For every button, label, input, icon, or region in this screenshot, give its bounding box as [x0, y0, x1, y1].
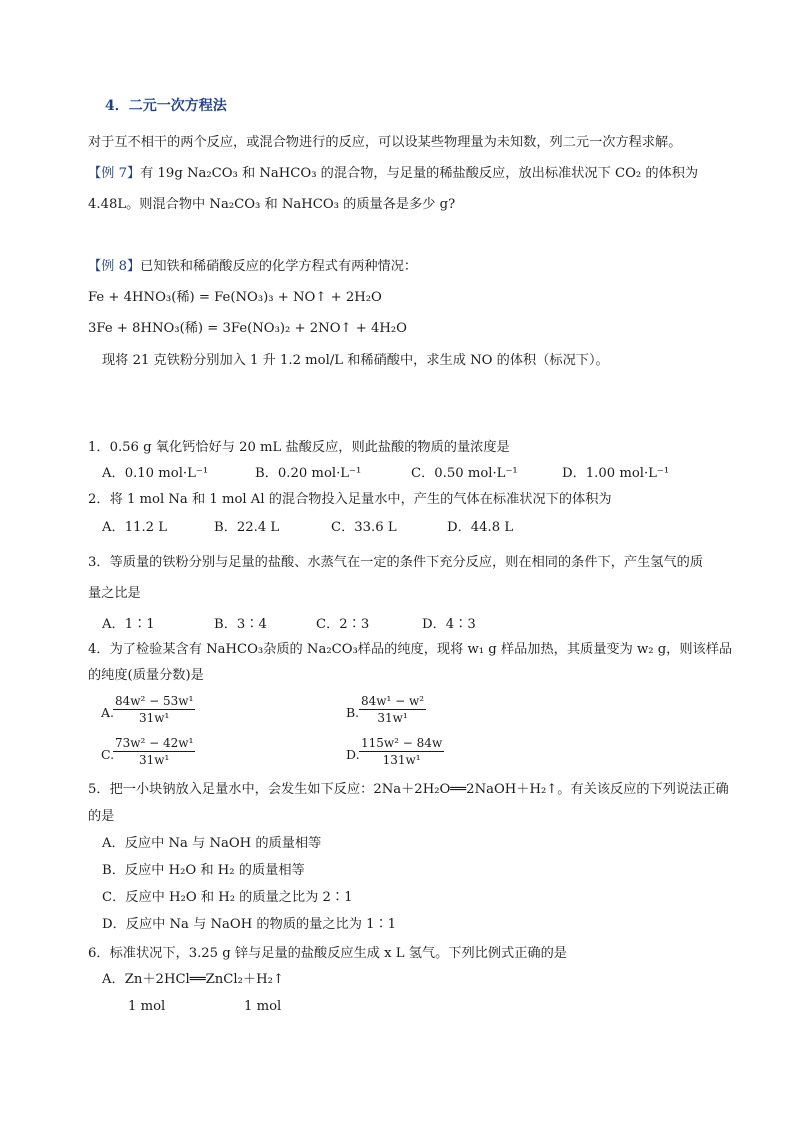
question-2-option-a: A．11.2 L	[102, 520, 168, 535]
question-4-option-b-letter: B.	[346, 705, 360, 720]
question-5-option-d: D．反应中 Na 与 NaOH 的物质的量之比为 1∶1	[102, 917, 397, 932]
fraction-numerator: 115w² − 84w	[361, 736, 443, 750]
example-7-line-2: 4.48L。则混合物中 Na₂CO₃ 和 NaHCO₃ 的质量各是多少 g?	[88, 197, 456, 212]
question-5-stem-line-1: 5．把一小块钠放入足量水中，会发生如下反应：2Na＋2H₂O══2NaOH＋H₂↑。有关该反应的下列说法正确	[88, 782, 729, 797]
example-8-equation-1: Fe + 4HNO₃(稀) = Fe(NO₃)₃ + NO↑ + 2H₂O	[88, 290, 382, 305]
question-6-mol-2: 1 mol	[244, 999, 282, 1014]
question-4-option-c-letter: C.	[101, 747, 115, 762]
question-4-option-d-fraction	[359, 736, 444, 767]
intro-text: 对于互不相干的两个反应，或混合物进行的反应，可以设某些物理量为未知数，列二元一次方程求解。	[88, 135, 682, 150]
question-4-option-a-letter: A.	[101, 705, 115, 720]
question-4-option-a-fraction	[113, 694, 195, 725]
example-7-line-1: 【例 7】有 19g Na₂CO₃ 和 NaHCO₃ 的混合物，与足量的稀盐酸反应，放出标准状况下 CO₂ 的体积为	[88, 166, 699, 181]
question-3-stem-line-1: 3．等质量的铁粉分别与足量的盐酸、水蒸气在一定的条件下充分反应，则在相同的条件下，产生氢气的质	[88, 555, 704, 570]
question-5-stem-line-2: 的是	[88, 809, 115, 824]
question-2-option-c: C．33.6 L	[331, 520, 397, 535]
question-4-option-b-fraction	[359, 694, 426, 725]
question-1-option-c: C．0.50 mol·L⁻¹	[411, 466, 518, 481]
question-2-stem: 2．将 1 mol Na 和 1 mol Al 的混合物投入足量水中，产生的气体在标准状况下的体积为	[88, 492, 612, 507]
question-5-option-c: C．反应中 H₂O 和 H₂ 的质量之比为 2∶1	[102, 890, 353, 905]
section-title: 4．二元一次方程法	[105, 98, 227, 114]
question-6-stem: 6．标准状况下，3.25 g 锌与足量的盐酸反应生成 x L 氢气。下列比例式正确的是	[88, 946, 567, 961]
example-8-equation-2: 3Fe + 8HNO₃(稀) = 3Fe(NO₃)₂ + 2NO↑ + 4H₂O	[88, 321, 407, 336]
question-6-mol-1: 1 mol	[128, 999, 166, 1014]
question-2-option-b: B．22.4 L	[214, 520, 280, 535]
fraction-denominator: 31w¹	[139, 711, 170, 725]
question-2-option-d: D．44.8 L	[447, 520, 514, 535]
question-4-stem-line-2: 的纯度(质量分数)是	[88, 668, 204, 683]
question-1-option-d: D．1.00 mol·L⁻¹	[562, 466, 670, 481]
question-1-stem: 1．0.56 g 氧化钙恰好与 20 mL 盐酸反应，则此盐酸的物质的量浓度是	[88, 440, 510, 455]
question-1-option-b: B．0.20 mol·L⁻¹	[255, 466, 362, 481]
question-3-stem-line-2: 量之比是	[88, 586, 141, 601]
question-4-option-d-letter: D.	[346, 747, 360, 762]
example-8-tag: 【例 8】	[88, 259, 141, 274]
fraction-numerator: 84w¹ − w²	[361, 694, 425, 708]
question-3-option-b: B．3∶4	[214, 617, 267, 632]
fraction-numerator: 73w² − 42w¹	[115, 736, 194, 750]
question-4-stem-line-1: 4．为了检验某含有 NaHCO₃杂质的 Na₂CO₃样品的纯度，现将 w₁ g 样品加热，其质量变为 w₂ g，则该样品	[88, 642, 733, 657]
question-4-option-c-fraction	[113, 736, 195, 767]
example-7-tag: 【例 7】	[88, 166, 141, 181]
example-8-line-2: 现将 21 克铁粉分别加入 1 升 1.2 mol/L 和稀硝酸中，求生成 NO 的体积（标况下）。	[102, 353, 609, 368]
question-5-option-b: B．反应中 H₂O 和 H₂ 的质量相等	[102, 863, 305, 878]
example-8-line-1: 【例 8】已知铁和稀硝酸反应的化学方程式有两种情况：	[88, 259, 418, 274]
question-5-option-a: A．反应中 Na 与 NaOH 的质量相等	[102, 836, 322, 851]
question-1-option-a: A．0.10 mol·L⁻¹	[102, 466, 209, 481]
fraction-denominator: 31w¹	[139, 753, 170, 767]
question-6-option-a: A．Zn＋2HCl══ZnCl₂＋H₂↑	[102, 972, 284, 987]
fraction-numerator: 84w² − 53w¹	[115, 694, 194, 708]
fraction-denominator: 31w¹	[377, 711, 408, 725]
question-3-option-d: D．4∶3	[422, 617, 476, 632]
question-3-option-a: A．1∶1	[102, 617, 155, 632]
fraction-denominator: 131w¹	[382, 753, 421, 767]
question-3-option-c: C．2∶3	[316, 617, 370, 632]
